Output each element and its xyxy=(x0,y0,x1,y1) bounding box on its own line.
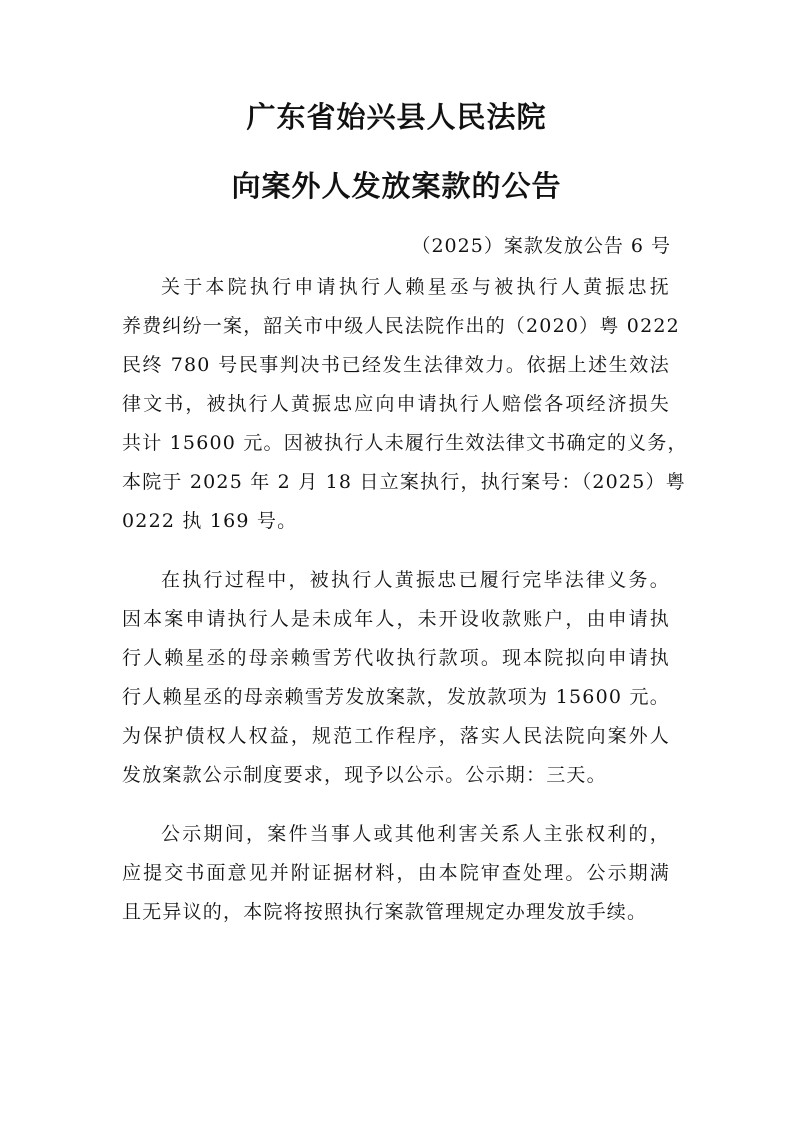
document-number: （2025）案款发放公告 6 号 xyxy=(411,235,671,257)
paragraph-line: 行人赖星丞的母亲赖雪芳代收执行款项。现本院拟向申请执 xyxy=(122,647,670,669)
paragraph-line: 行人赖星丞的母亲赖雪芳发放案款，发放款项为 15600 元。 xyxy=(122,686,670,708)
paragraph-objection-notice xyxy=(122,815,670,932)
paragraph-line: 本院于 2025 年 2 月 18 日立案执行，执行案号：（2025）粤 xyxy=(122,471,686,493)
paragraph-line: 在执行过程中，被执行人黄振忠已履行完毕法律义务。 xyxy=(161,569,670,591)
paragraph-line: 民终 780 号民事判决书已经发生法律效力。依据上述生效法 xyxy=(122,354,670,376)
paragraph-line: 为保护债权人权益，规范工作程序，落实人民法院向案外人 xyxy=(122,725,670,747)
paragraph-line: 且无异议的，本院将按照执行案款管理规定办理发放手续。 xyxy=(122,901,648,923)
paragraph-line: 律文书，被执行人黄振忠应向申请执行人赔偿各项经济损失 xyxy=(122,393,670,415)
paragraph-line: 0222 执 169 号。 xyxy=(122,510,298,532)
court-name-title: 广东省始兴县人民法院 xyxy=(246,100,547,134)
paragraph-line: 应提交书面意见并附证据材料，由本院审查处理。公示期满 xyxy=(122,862,670,884)
paragraph-case-background xyxy=(122,268,688,541)
paragraph-line: 养费纠纷一案，韶关市中级人民法院作出的（2020）粤 0222 xyxy=(122,315,680,337)
announcement-title: 向案外人发放案款的公告 xyxy=(231,169,562,203)
paragraph-line: 共计 15600 元。因被执行人未履行生效法律文书确定的义务， xyxy=(122,432,688,454)
paragraph-line: 因本案申请执行人是未成年人，未开设收款账户，由申请执 xyxy=(122,608,670,630)
paragraph-line: 关于本院执行申请执行人赖星丞与被执行人黄振忠抚 xyxy=(161,276,670,298)
paragraph-payment-notice xyxy=(122,561,670,795)
paragraph-line: 公示期间，案件当事人或其他利害关系人主张权利的， xyxy=(161,823,670,845)
paragraph-line: 发放案款公示制度要求，现予以公示。公示期：三天。 xyxy=(122,764,607,786)
